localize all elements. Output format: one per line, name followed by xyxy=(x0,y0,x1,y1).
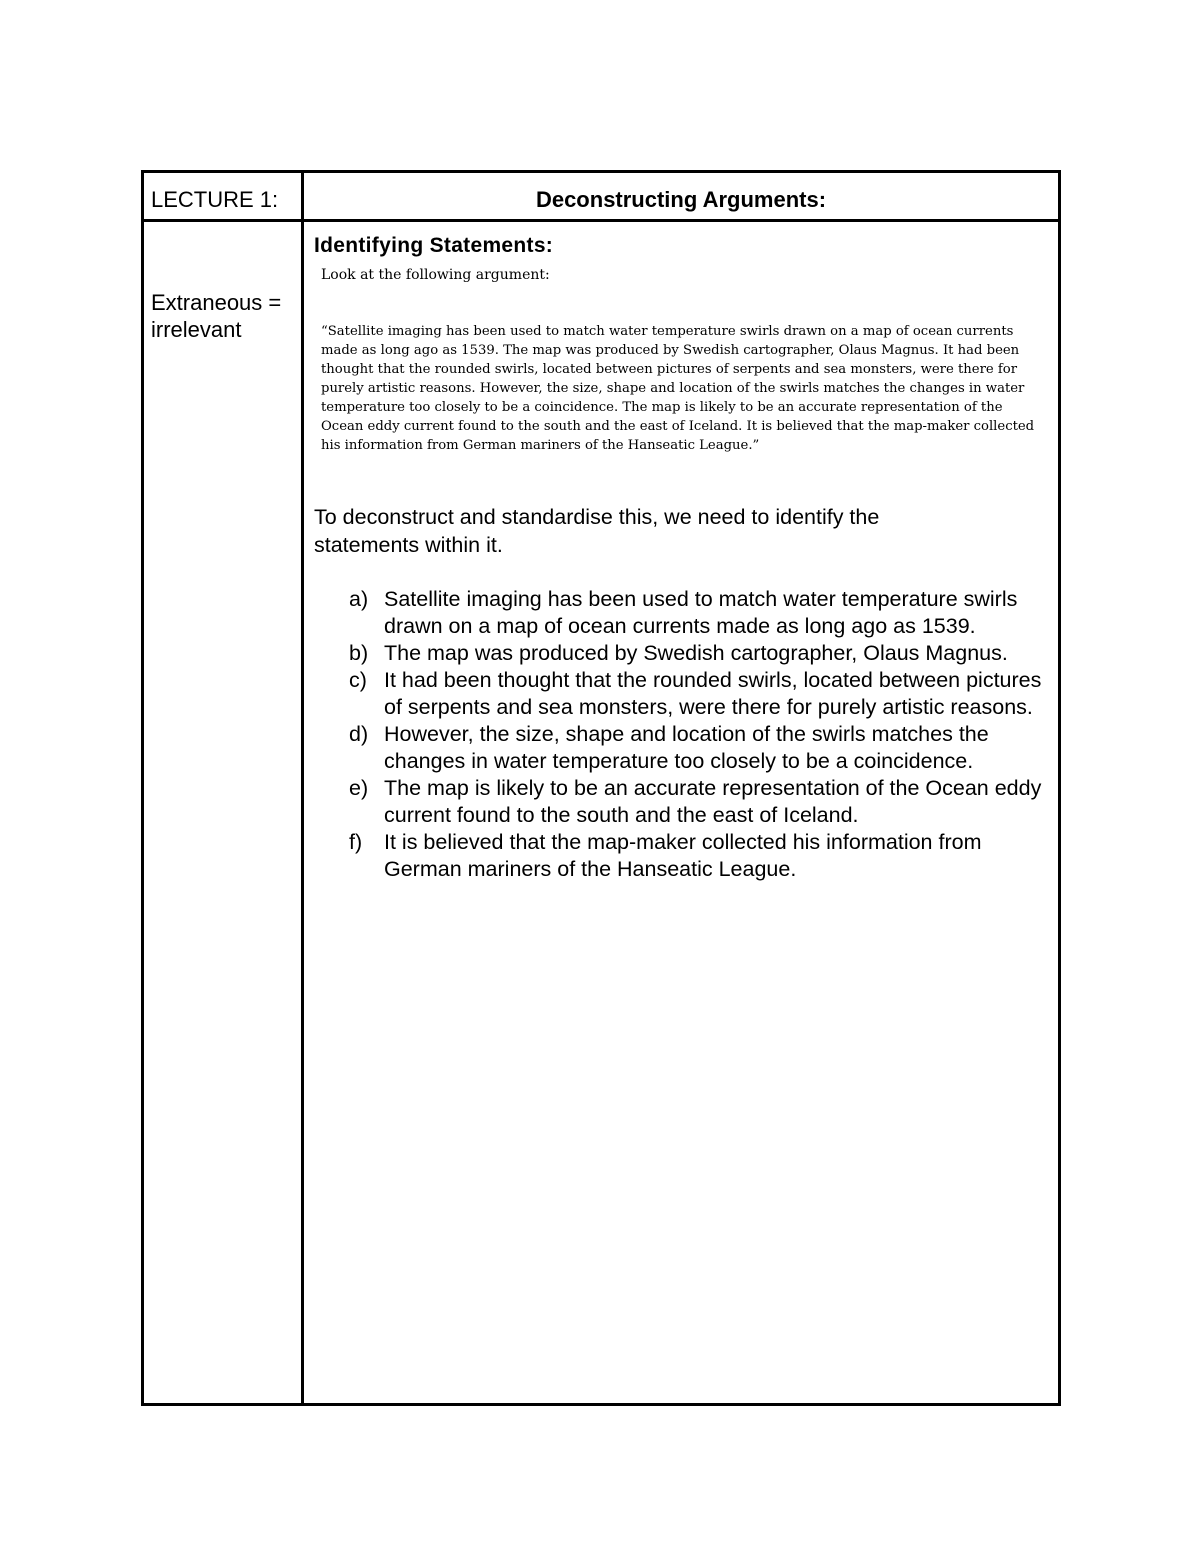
column-divider xyxy=(301,173,304,1403)
intro-text: Look at the following argument: xyxy=(321,267,550,283)
page-title: Deconstructing Arguments: xyxy=(535,187,827,212)
statement-text: However, the size, shape and location of the swirls matches the changes in water temperature too closely to be a coincidence. xyxy=(384,722,989,773)
statement-letter: f) xyxy=(349,830,363,854)
statement-item xyxy=(314,640,1054,667)
statement-text: It is believed that the map-maker collected his information from German mariners of the Hanseatic League. xyxy=(384,830,982,881)
statement-text: Satellite imaging has been used to match water temperature swirls drawn on a map of ocean currents made as long ago as 1539. xyxy=(384,587,1018,638)
statement-text: The map was produced by Swedish cartographer, Olaus Magnus. xyxy=(384,641,1008,665)
statement-letter: a) xyxy=(349,587,369,611)
statement-letter: d) xyxy=(349,722,369,746)
statement-text: It had been thought that the rounded swirls, located between pictures of serpents and sea monsters, were there for purely artistic reasons. xyxy=(384,668,1042,719)
notes-table xyxy=(141,170,1061,1406)
argument-quote: “Satellite imaging has been used to match water temperature swirls drawn on a map of ocean currents made as long ago as 1539. The map was produced by Swedish cartographer, Olaus Magnus. It had been thought that the rounded swirls, located between pictures of serpents and sea monsters, were there for purely artistic reasons. However, the size, shape and location of the swirls matches the changes in water temperature too closely to be a coincidence. The map is likely to be an accurate representation of the Ocean eddy current found to the south and the east of Iceland. It is believed that the map-maker collected his information from German mariners of the Hanseatic League.” xyxy=(321,324,1035,453)
statement-item xyxy=(314,775,1054,829)
statement-item xyxy=(314,667,1054,721)
statement-item xyxy=(314,721,1054,775)
lecture-label: LECTURE 1: xyxy=(151,187,279,212)
header-divider xyxy=(144,219,1058,222)
statement-text: The map is likely to be an accurate representation of the Ocean eddy current found to the south and the east of Iceland. xyxy=(384,776,1042,827)
statement-letter: b) xyxy=(349,641,369,665)
section-heading: Identifying Statements: xyxy=(314,234,554,257)
statement-item xyxy=(314,586,1054,640)
lead-text: To deconstruct and standardise this, we need to identify the statements within it. xyxy=(314,505,880,557)
statement-letter: e) xyxy=(349,776,369,800)
statement-item xyxy=(314,829,1054,883)
statement-letter: c) xyxy=(349,668,367,692)
main-content xyxy=(314,233,1054,883)
margin-note: Extraneous = irrelevant xyxy=(151,290,282,342)
statement-list xyxy=(314,586,1054,883)
